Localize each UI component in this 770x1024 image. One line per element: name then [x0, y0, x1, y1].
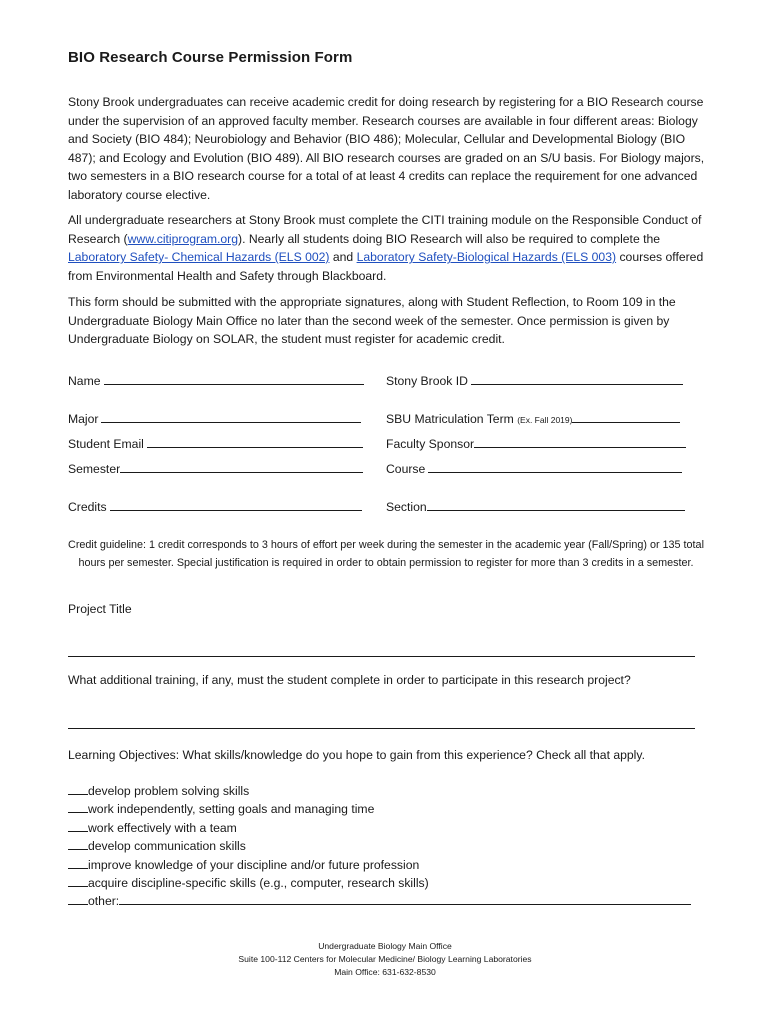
- form-title: BIO Research Course Permission Form: [68, 49, 353, 66]
- semester-field[interactable]: [68, 461, 363, 476]
- matriculation-term-example: (Ex. Fall 2019): [517, 415, 573, 425]
- footer-phone: Main Office: 631-632-8530: [334, 967, 436, 977]
- project-title-line[interactable]: [68, 656, 695, 657]
- objective-check-blank[interactable]: [68, 820, 88, 832]
- objective-label: work independently, setting goals and managing time: [88, 802, 375, 817]
- major-field[interactable]: [68, 411, 361, 426]
- student-email-blank[interactable]: [147, 436, 363, 448]
- additional-training-line[interactable]: [68, 728, 695, 729]
- student-email-field[interactable]: [68, 436, 363, 451]
- objective-work-independently[interactable]: [68, 800, 691, 818]
- stony-brook-id-field[interactable]: [386, 373, 683, 388]
- credit-guideline: Credit guideline: 1 credit corresponds to 3 hours of effort per week during the semester in the academic year (Fall/Spring) or 135 total hours per semester. Special justification is required in order to obtain permission to register for more than 3 credits in a semester.: [68, 539, 704, 569]
- biological-hazards-link[interactable]: Laboratory Safety-Biological Hazards (ELS 003): [356, 250, 617, 265]
- faculty-sponsor-field[interactable]: [386, 436, 686, 451]
- semester-blank[interactable]: [120, 461, 363, 473]
- project-title-label: Project Title: [68, 602, 132, 616]
- submission-paragraph: This form should be submitted with the appropriate signatures, along with Student Reflection, to Room 109 in the Undergraduate Biology Main Office no later than the second week of the semester. Once permission is given by Undergraduate Biology on SOLAR, the student must register for academic credit.: [68, 295, 676, 347]
- name-field[interactable]: [68, 373, 364, 388]
- additional-training-label: What additional training, if any, must the student complete in order to participate in this research project?: [68, 673, 631, 687]
- section-label: Section: [386, 500, 427, 514]
- course-field[interactable]: [386, 461, 682, 476]
- major-blank[interactable]: [101, 411, 361, 423]
- objective-other-blank[interactable]: [119, 893, 691, 905]
- chemical-hazards-link[interactable]: Laboratory Safety- Chemical Hazards (ELS 002): [68, 250, 330, 265]
- student-email-label: Student Email: [68, 437, 144, 451]
- objective-problem-solving[interactable]: [68, 782, 691, 800]
- training-text-2: ). Nearly all students doing BIO Research will also be required to complete the: [238, 231, 661, 246]
- objective-check-blank[interactable]: [68, 875, 88, 887]
- objective-label: improve knowledge of your discipline and/or future profession: [88, 857, 420, 872]
- citi-program-link[interactable]: www.citiprogram.org: [127, 231, 239, 246]
- objective-specific-skills[interactable]: [68, 874, 691, 892]
- section-field[interactable]: [386, 499, 685, 514]
- course-label: Course: [386, 462, 426, 476]
- objective-discipline-knowledge[interactable]: [68, 856, 691, 874]
- objective-check-blank[interactable]: [68, 801, 88, 813]
- credits-field[interactable]: [68, 499, 362, 514]
- page-footer: [0, 940, 770, 979]
- training-text-and: and: [329, 250, 357, 265]
- faculty-sponsor-label: Faculty Sponsor: [386, 437, 475, 451]
- objective-check-blank[interactable]: [68, 838, 88, 850]
- training-text-1: All undergraduate researchers at Stony Brook must complete the CITI training module on the Responsible Conduct of Research (: [68, 213, 702, 246]
- objective-communication[interactable]: [68, 837, 691, 855]
- course-blank[interactable]: [428, 461, 682, 473]
- objective-label: work effectively with a team: [88, 820, 237, 835]
- objective-check-blank[interactable]: [68, 857, 88, 869]
- matriculation-term-field[interactable]: [386, 411, 680, 426]
- credits-label: Credits: [68, 500, 107, 514]
- section-blank[interactable]: [427, 499, 685, 511]
- objective-label: other:: [88, 894, 120, 909]
- learning-objectives-label: Learning Objectives: What skills/knowledge do you hope to gain from this experience? Check all that apply.: [68, 748, 645, 762]
- objective-check-blank[interactable]: [68, 783, 88, 795]
- name-label: Name: [68, 374, 101, 388]
- matriculation-term-label: SBU Matriculation Term: [386, 412, 514, 426]
- intro-paragraph: Stony Brook undergraduates can receive academic credit for doing research by registering for a BIO Research course under the supervision of an approved faculty member. Research courses are available in four different areas: Biology and Society (BIO 484); Neurobiology and Behavior (BIO 486); Molecular, Cellular and Developmental Biology (BIO 487); and Ecology and Evolution (BIO 489). All BIO research courses are graded on an S/U basis. For Biology majors, two semesters in a BIO research course for a total of at least 4 credits can replace the requirement for one advanced laboratory course elective.: [68, 95, 705, 202]
- matriculation-term-blank[interactable]: [572, 411, 680, 423]
- objective-label: develop communication skills: [88, 839, 246, 854]
- stony-brook-id-blank[interactable]: [471, 373, 683, 385]
- objective-label: develop problem solving skills: [88, 784, 250, 798]
- faculty-sponsor-blank[interactable]: [474, 436, 686, 448]
- training-text-3: courses offered from Environmental Health and Safety through Blackboard.: [68, 250, 704, 283]
- objective-label: acquire discipline-specific skills (e.g., computer, research skills): [88, 876, 429, 891]
- objective-teamwork[interactable]: [68, 819, 691, 837]
- learning-objectives-list: [68, 782, 691, 911]
- footer-office: Undergraduate Biology Main Office: [318, 941, 452, 951]
- semester-label: Semester: [68, 462, 121, 476]
- objective-other[interactable]: [68, 892, 691, 910]
- objective-check-blank[interactable]: [68, 893, 88, 905]
- stony-brook-id-label: Stony Brook ID: [386, 374, 468, 388]
- footer-suite: Suite 100-112 Centers for Molecular Medicine/ Biology Learning Laboratories: [238, 954, 532, 964]
- training-paragraph: [68, 211, 708, 285]
- major-label: Major: [68, 412, 99, 426]
- name-blank[interactable]: [104, 373, 364, 385]
- credits-blank[interactable]: [110, 499, 362, 511]
